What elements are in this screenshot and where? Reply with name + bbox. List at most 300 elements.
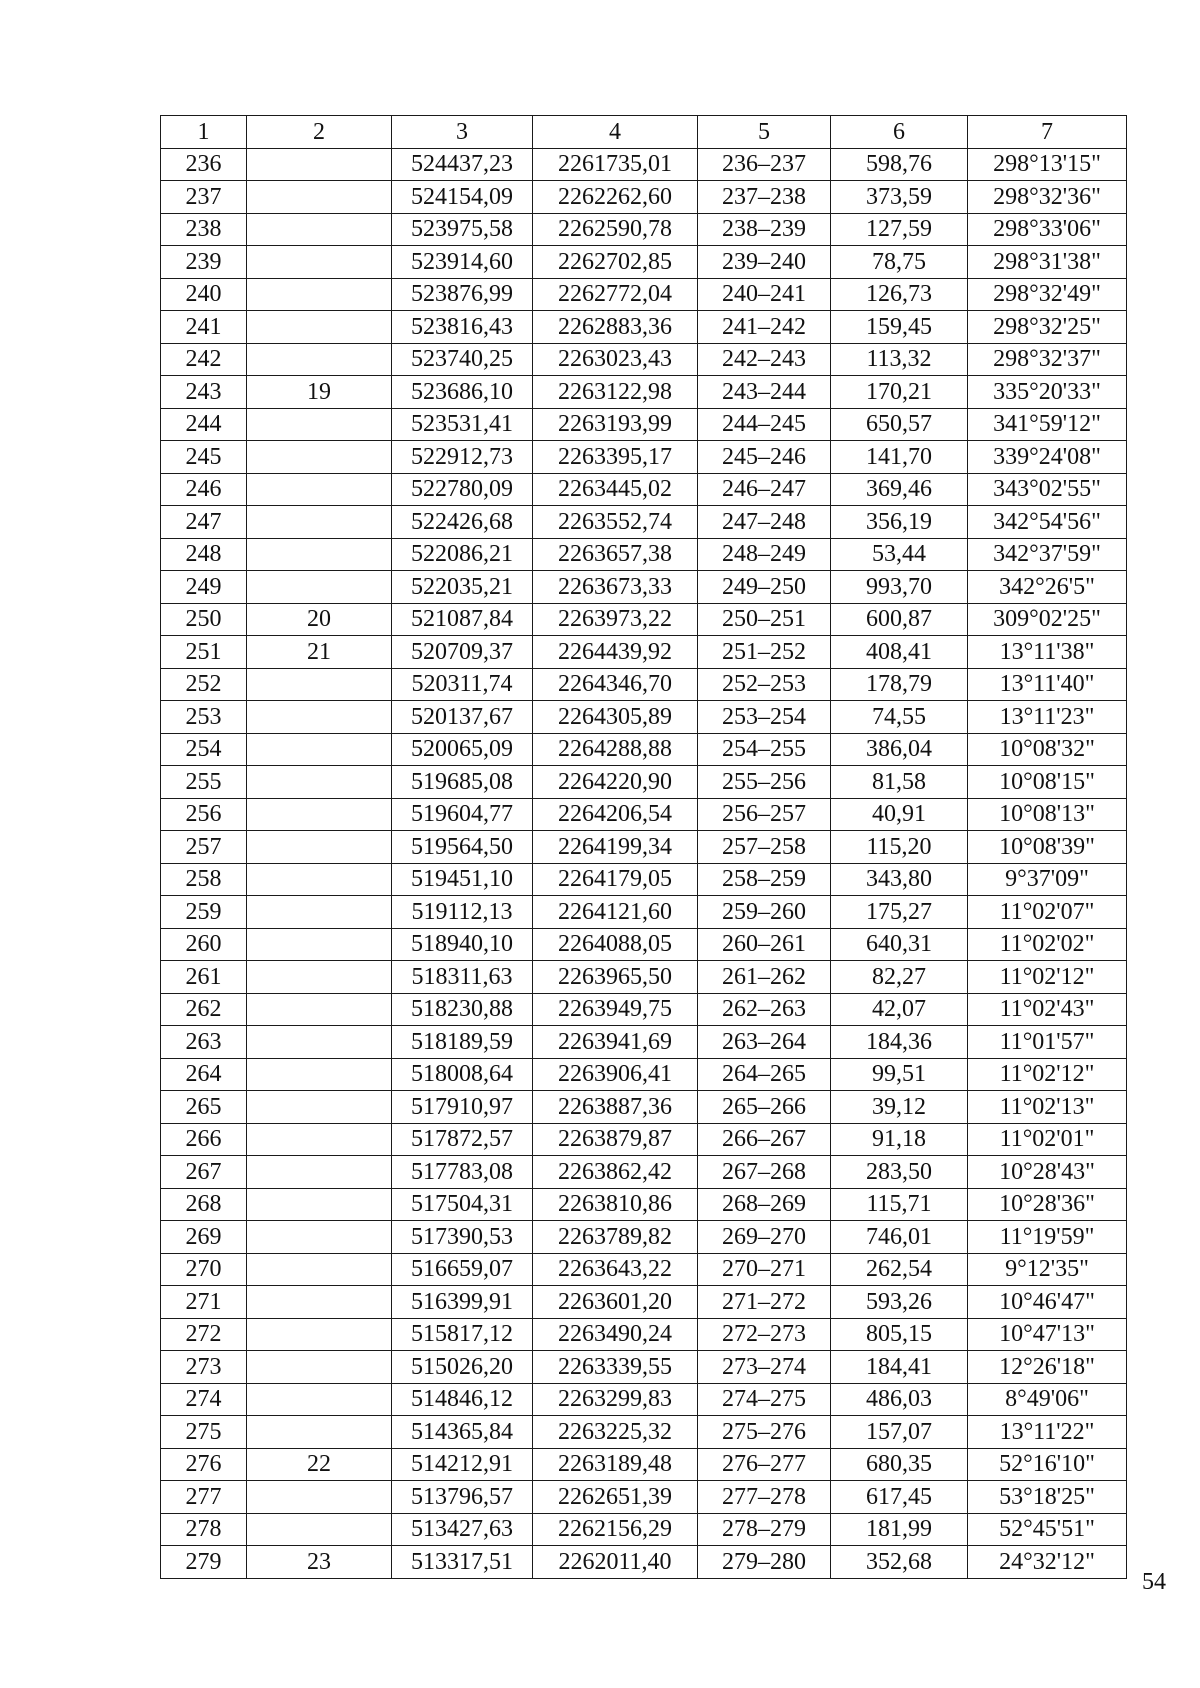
table-cell-col-3: 523876,99: [392, 278, 533, 311]
table-cell-col-5: 276–277: [698, 1448, 831, 1481]
table-cell-col-2: [247, 181, 392, 214]
table-cell-col-1: 246: [161, 473, 247, 506]
table-cell-col-7: 10°08'32": [968, 733, 1127, 766]
table-cell-col-6: 53,44: [831, 538, 968, 571]
table-cell-col-7: 343°02'55": [968, 473, 1127, 506]
column-header-6: 6: [831, 116, 968, 149]
table-cell-col-7: 335°20'33": [968, 376, 1127, 409]
table-cell-col-5: 262–263: [698, 993, 831, 1026]
table-cell-col-5: 260–261: [698, 928, 831, 961]
table-row: [161, 1253, 1127, 1286]
table-cell-col-4: 2264288,88: [533, 733, 698, 766]
table-cell-col-7: 11°19'59": [968, 1221, 1127, 1254]
table-cell-col-4: 2263601,20: [533, 1286, 698, 1319]
table-cell-col-3: 523531,41: [392, 408, 533, 441]
table-cell-col-5: 257–258: [698, 831, 831, 864]
table-cell-col-6: 170,21: [831, 376, 968, 409]
table-cell-col-3: 520311,74: [392, 668, 533, 701]
table-cell-col-6: 650,57: [831, 408, 968, 441]
table-cell-col-5: 267–268: [698, 1156, 831, 1189]
table-cell-col-6: 115,71: [831, 1188, 968, 1221]
table-cell-col-1: 255: [161, 766, 247, 799]
table-cell-col-2: [247, 733, 392, 766]
table-cell-col-4: 2263023,43: [533, 343, 698, 376]
table-cell-col-3: 518940,10: [392, 928, 533, 961]
table-cell-col-7: 53°18'25": [968, 1481, 1127, 1514]
table-cell-col-1: 245: [161, 441, 247, 474]
table-cell-col-6: 680,35: [831, 1448, 968, 1481]
table-cell-col-4: 2262883,36: [533, 311, 698, 344]
table-cell-col-5: 251–252: [698, 636, 831, 669]
table-cell-col-6: 42,07: [831, 993, 968, 1026]
table-cell-col-1: 248: [161, 538, 247, 571]
table-cell-col-4: 2263552,74: [533, 506, 698, 539]
table-row: [161, 506, 1127, 539]
table-cell-col-3: 523816,43: [392, 311, 533, 344]
table-cell-col-3: 522035,21: [392, 571, 533, 604]
table-cell-col-2: [247, 246, 392, 279]
table-cell-col-7: 11°02'01": [968, 1123, 1127, 1156]
table-cell-col-5: 266–267: [698, 1123, 831, 1156]
table-cell-col-2: [247, 1253, 392, 1286]
table-cell-col-5: 239–240: [698, 246, 831, 279]
table-cell-col-5: 269–270: [698, 1221, 831, 1254]
table-cell-col-4: 2263941,69: [533, 1026, 698, 1059]
table-row: [161, 1351, 1127, 1384]
table-row: [161, 538, 1127, 571]
table-cell-col-7: 309°02'25": [968, 603, 1127, 636]
table-cell-col-1: 278: [161, 1513, 247, 1546]
table-cell-col-1: 249: [161, 571, 247, 604]
table-cell-col-6: 175,27: [831, 896, 968, 929]
table-cell-col-6: 617,45: [831, 1481, 968, 1514]
table-row: [161, 1383, 1127, 1416]
table-cell-col-1: 252: [161, 668, 247, 701]
table-cell-col-2: [247, 1416, 392, 1449]
table-cell-col-5: 245–246: [698, 441, 831, 474]
table-cell-col-7: 11°02'12": [968, 961, 1127, 994]
table-cell-col-3: 522780,09: [392, 473, 533, 506]
table-cell-col-1: 250: [161, 603, 247, 636]
table-cell-col-7: 52°45'51": [968, 1513, 1127, 1546]
table-cell-col-1: 258: [161, 863, 247, 896]
column-header-5: 5: [698, 116, 831, 149]
table-cell-col-6: 746,01: [831, 1221, 968, 1254]
table-cell-col-7: 298°33'06": [968, 213, 1127, 246]
table-cell-col-4: 2262011,40: [533, 1546, 698, 1579]
table-cell-col-5: 274–275: [698, 1383, 831, 1416]
table-cell-col-4: 2263862,42: [533, 1156, 698, 1189]
table-cell-col-7: 10°08'15": [968, 766, 1127, 799]
table-cell-col-5: 265–266: [698, 1091, 831, 1124]
table-cell-col-6: 126,73: [831, 278, 968, 311]
table-cell-col-2: [247, 506, 392, 539]
table-cell-col-6: 640,31: [831, 928, 968, 961]
table-cell-col-6: 184,41: [831, 1351, 968, 1384]
table-row: [161, 343, 1127, 376]
table-cell-col-2: [247, 863, 392, 896]
table-cell-col-4: 2263949,75: [533, 993, 698, 1026]
table-cell-col-5: 238–239: [698, 213, 831, 246]
table-row: [161, 993, 1127, 1026]
table-cell-col-2: 19: [247, 376, 392, 409]
table-cell-col-6: 81,58: [831, 766, 968, 799]
table-cell-col-2: [247, 441, 392, 474]
table-cell-col-2: [247, 538, 392, 571]
table-cell-col-1: 277: [161, 1481, 247, 1514]
table-cell-col-4: 2263789,82: [533, 1221, 698, 1254]
table-cell-col-2: [247, 473, 392, 506]
table-cell-col-2: [247, 1286, 392, 1319]
table-cell-col-3: 523914,60: [392, 246, 533, 279]
table-cell-col-3: 517390,53: [392, 1221, 533, 1254]
table-cell-col-1: 236: [161, 148, 247, 181]
table-row: [161, 1416, 1127, 1449]
table-cell-col-3: 515026,20: [392, 1351, 533, 1384]
table-cell-col-5: 278–279: [698, 1513, 831, 1546]
table-cell-col-7: 9°37'09": [968, 863, 1127, 896]
table-cell-col-2: [247, 1188, 392, 1221]
table-cell-col-1: 238: [161, 213, 247, 246]
table-row: [161, 961, 1127, 994]
table-cell-col-5: 254–255: [698, 733, 831, 766]
table-cell-col-3: 516659,07: [392, 1253, 533, 1286]
table-cell-col-6: 141,70: [831, 441, 968, 474]
table-cell-col-6: 39,12: [831, 1091, 968, 1124]
table-cell-col-3: 522086,21: [392, 538, 533, 571]
table-header-row: [161, 116, 1127, 149]
table-cell-col-7: 10°47'13": [968, 1318, 1127, 1351]
table-cell-col-1: 264: [161, 1058, 247, 1091]
table-cell-col-7: 13°11'38": [968, 636, 1127, 669]
table-cell-col-2: [247, 1513, 392, 1546]
column-header-3: 3: [392, 116, 533, 149]
table-cell-col-7: 342°37'59": [968, 538, 1127, 571]
table-cell-col-1: 253: [161, 701, 247, 734]
table-cell-col-4: 2263657,38: [533, 538, 698, 571]
table-cell-col-5: 252–253: [698, 668, 831, 701]
table-cell-col-1: 237: [161, 181, 247, 214]
table-cell-col-4: 2263490,24: [533, 1318, 698, 1351]
table-cell-col-6: 408,41: [831, 636, 968, 669]
table-cell-col-6: 386,04: [831, 733, 968, 766]
table-cell-col-1: 257: [161, 831, 247, 864]
table-cell-col-4: 2261735,01: [533, 148, 698, 181]
table-cell-col-3: 513427,63: [392, 1513, 533, 1546]
table-cell-col-5: 258–259: [698, 863, 831, 896]
table-cell-col-4: 2263299,83: [533, 1383, 698, 1416]
table-cell-col-6: 82,27: [831, 961, 968, 994]
table-cell-col-4: 2263445,02: [533, 473, 698, 506]
table-cell-col-5: 277–278: [698, 1481, 831, 1514]
table-row: [161, 831, 1127, 864]
table-cell-col-3: 518230,88: [392, 993, 533, 1026]
table-cell-col-2: [247, 961, 392, 994]
table-row: [161, 1448, 1127, 1481]
table-cell-col-7: 298°13'15": [968, 148, 1127, 181]
table-cell-col-4: 2263810,86: [533, 1188, 698, 1221]
table-cell-col-2: [247, 1221, 392, 1254]
table-cell-col-1: 261: [161, 961, 247, 994]
table-row: [161, 1058, 1127, 1091]
table-cell-col-7: 298°32'25": [968, 311, 1127, 344]
table-cell-col-6: 598,76: [831, 148, 968, 181]
table-row: [161, 668, 1127, 701]
table-cell-col-3: 523975,58: [392, 213, 533, 246]
table-row: [161, 766, 1127, 799]
table-row: [161, 928, 1127, 961]
table-cell-col-3: 520709,37: [392, 636, 533, 669]
table-row: [161, 376, 1127, 409]
column-header-2: 2: [247, 116, 392, 149]
table-cell-col-3: 513317,51: [392, 1546, 533, 1579]
table-cell-col-5: 242–243: [698, 343, 831, 376]
table-cell-col-3: 514846,12: [392, 1383, 533, 1416]
table-cell-col-4: 2262590,78: [533, 213, 698, 246]
table-cell-col-3: 518008,64: [392, 1058, 533, 1091]
table-row: [161, 636, 1127, 669]
table-cell-col-6: 74,55: [831, 701, 968, 734]
table-cell-col-7: 10°08'39": [968, 831, 1127, 864]
table-cell-col-1: 244: [161, 408, 247, 441]
table-cell-col-2: [247, 343, 392, 376]
table-cell-col-7: 298°32'49": [968, 278, 1127, 311]
table-cell-col-6: 352,68: [831, 1546, 968, 1579]
table-row: [161, 1156, 1127, 1189]
table-cell-col-5: 264–265: [698, 1058, 831, 1091]
table-cell-col-2: 21: [247, 636, 392, 669]
table-cell-col-6: 157,07: [831, 1416, 968, 1449]
table-cell-col-4: 2263189,48: [533, 1448, 698, 1481]
table-cell-col-5: 237–238: [698, 181, 831, 214]
table-cell-col-2: [247, 766, 392, 799]
table-cell-col-2: [247, 1156, 392, 1189]
table-cell-col-3: 521087,84: [392, 603, 533, 636]
table-cell-col-7: 298°31'38": [968, 246, 1127, 279]
table-cell-col-2: [247, 1123, 392, 1156]
table-cell-col-7: 9°12'35": [968, 1253, 1127, 1286]
table-cell-col-7: 13°11'22": [968, 1416, 1127, 1449]
table-cell-col-1: 260: [161, 928, 247, 961]
table-cell-col-5: 247–248: [698, 506, 831, 539]
table-cell-col-4: 2264220,90: [533, 766, 698, 799]
table-cell-col-2: [247, 831, 392, 864]
table-cell-col-4: 2264121,60: [533, 896, 698, 929]
table-cell-col-4: 2263339,55: [533, 1351, 698, 1384]
table-cell-col-1: 263: [161, 1026, 247, 1059]
table-cell-col-3: 519451,10: [392, 863, 533, 896]
table-cell-col-4: 2262702,85: [533, 246, 698, 279]
table-cell-col-6: 184,36: [831, 1026, 968, 1059]
table-cell-col-2: 22: [247, 1448, 392, 1481]
table-cell-col-4: 2264346,70: [533, 668, 698, 701]
table-cell-col-4: 2263122,98: [533, 376, 698, 409]
table-cell-col-6: 78,75: [831, 246, 968, 279]
table-cell-col-3: 520137,67: [392, 701, 533, 734]
table-cell-col-1: 242: [161, 343, 247, 376]
table-cell-col-1: 276: [161, 1448, 247, 1481]
column-header-7: 7: [968, 116, 1127, 149]
table-cell-col-4: 2262262,60: [533, 181, 698, 214]
table-cell-col-7: 12°26'18": [968, 1351, 1127, 1384]
table-cell-col-3: 522912,73: [392, 441, 533, 474]
table-cell-col-5: 259–260: [698, 896, 831, 929]
table-row: [161, 148, 1127, 181]
table-cell-col-6: 373,59: [831, 181, 968, 214]
table-cell-col-4: 2263887,36: [533, 1091, 698, 1124]
table-cell-col-7: 11°02'02": [968, 928, 1127, 961]
table-cell-col-5: 253–254: [698, 701, 831, 734]
table-cell-col-3: 515817,12: [392, 1318, 533, 1351]
table-row: [161, 213, 1127, 246]
table-cell-col-3: 519112,13: [392, 896, 533, 929]
table-cell-col-2: [247, 311, 392, 344]
table-cell-col-7: 298°32'36": [968, 181, 1127, 214]
table-row: [161, 701, 1127, 734]
coordinates-table: [160, 115, 1127, 1579]
table-row: [161, 311, 1127, 344]
table-cell-col-4: 2262651,39: [533, 1481, 698, 1514]
table-cell-col-2: [247, 1383, 392, 1416]
table-row: [161, 863, 1127, 896]
table-cell-col-1: 239: [161, 246, 247, 279]
table-cell-col-4: 2263965,50: [533, 961, 698, 994]
table-cell-col-4: 2263395,17: [533, 441, 698, 474]
table-cell-col-6: 40,91: [831, 798, 968, 831]
table-cell-col-1: 256: [161, 798, 247, 831]
table-cell-col-7: 10°08'13": [968, 798, 1127, 831]
table-cell-col-2: [247, 1058, 392, 1091]
table-cell-col-1: 247: [161, 506, 247, 539]
table-row: [161, 798, 1127, 831]
table-cell-col-1: 275: [161, 1416, 247, 1449]
table-cell-col-6: 113,32: [831, 343, 968, 376]
table-cell-col-2: [247, 408, 392, 441]
table-cell-col-1: 267: [161, 1156, 247, 1189]
table-cell-col-3: 517872,57: [392, 1123, 533, 1156]
table-cell-col-3: 514365,84: [392, 1416, 533, 1449]
table-cell-col-2: [247, 1351, 392, 1384]
table-cell-col-5: 263–264: [698, 1026, 831, 1059]
table-cell-col-3: 522426,68: [392, 506, 533, 539]
table-row: [161, 896, 1127, 929]
table-cell-col-2: [247, 148, 392, 181]
table-cell-col-4: 2262156,29: [533, 1513, 698, 1546]
table-cell-col-1: 279: [161, 1546, 247, 1579]
table-cell-col-3: 519685,08: [392, 766, 533, 799]
table-cell-col-3: 518189,59: [392, 1026, 533, 1059]
table-cell-col-7: 10°28'36": [968, 1188, 1127, 1221]
table-cell-col-1: 269: [161, 1221, 247, 1254]
table-cell-col-3: 523686,10: [392, 376, 533, 409]
table-cell-col-5: 275–276: [698, 1416, 831, 1449]
table-cell-col-2: 20: [247, 603, 392, 636]
table-cell-col-5: 250–251: [698, 603, 831, 636]
table-cell-col-7: 11°02'43": [968, 993, 1127, 1026]
table-cell-col-6: 356,19: [831, 506, 968, 539]
table-cell-col-7: 52°16'10": [968, 1448, 1127, 1481]
column-header-4: 4: [533, 116, 698, 149]
table-cell-col-1: 254: [161, 733, 247, 766]
table-row: [161, 603, 1127, 636]
table-cell-col-5: 273–274: [698, 1351, 831, 1384]
table-cell-col-6: 486,03: [831, 1383, 968, 1416]
table-cell-col-1: 265: [161, 1091, 247, 1124]
table-cell-col-1: 240: [161, 278, 247, 311]
table-row: [161, 1481, 1127, 1514]
table-cell-col-6: 178,79: [831, 668, 968, 701]
table-cell-col-3: 514212,91: [392, 1448, 533, 1481]
table-cell-col-2: [247, 278, 392, 311]
table-cell-col-4: 2263643,22: [533, 1253, 698, 1286]
table-row: [161, 278, 1127, 311]
table-row: [161, 1091, 1127, 1124]
table-cell-col-4: 2263193,99: [533, 408, 698, 441]
table-cell-col-3: 516399,91: [392, 1286, 533, 1319]
table-cell-col-7: 10°46'47": [968, 1286, 1127, 1319]
table-cell-col-7: 339°24'08": [968, 441, 1127, 474]
table-cell-col-2: [247, 571, 392, 604]
table-cell-col-5: 271–272: [698, 1286, 831, 1319]
table-cell-col-1: 271: [161, 1286, 247, 1319]
table-body: [161, 116, 1127, 1579]
table-cell-col-1: 272: [161, 1318, 247, 1351]
table-cell-col-5: 241–242: [698, 311, 831, 344]
table-cell-col-4: 2264088,05: [533, 928, 698, 961]
table-cell-col-3: 517504,31: [392, 1188, 533, 1221]
table-cell-col-5: 268–269: [698, 1188, 831, 1221]
table-row: [161, 181, 1127, 214]
column-header-1: 1: [161, 116, 247, 149]
table-cell-col-4: 2264305,89: [533, 701, 698, 734]
table-cell-col-4: 2264206,54: [533, 798, 698, 831]
table-cell-col-2: [247, 1318, 392, 1351]
table-cell-col-3: 517910,97: [392, 1091, 533, 1124]
table-row: [161, 441, 1127, 474]
table-cell-col-7: 342°26'5": [968, 571, 1127, 604]
table-row: [161, 1188, 1127, 1221]
table-cell-col-6: 369,46: [831, 473, 968, 506]
table-cell-col-4: 2263906,41: [533, 1058, 698, 1091]
table-cell-col-1: 243: [161, 376, 247, 409]
table-cell-col-4: 2264199,34: [533, 831, 698, 864]
table-cell-col-1: 273: [161, 1351, 247, 1384]
table-cell-col-7: 11°01'57": [968, 1026, 1127, 1059]
table-row: [161, 1221, 1127, 1254]
table-row: [161, 1318, 1127, 1351]
table-row: [161, 1546, 1127, 1579]
table-cell-col-5: 279–280: [698, 1546, 831, 1579]
table-cell-col-3: 524437,23: [392, 148, 533, 181]
table-cell-col-4: 2263225,32: [533, 1416, 698, 1449]
table-cell-col-7: 11°02'12": [968, 1058, 1127, 1091]
table-cell-col-1: 270: [161, 1253, 247, 1286]
table-cell-col-2: [247, 1026, 392, 1059]
table-cell-col-7: 342°54'56": [968, 506, 1127, 539]
table-row: [161, 408, 1127, 441]
table-cell-col-4: 2263879,87: [533, 1123, 698, 1156]
table-cell-col-6: 993,70: [831, 571, 968, 604]
table-cell-col-6: 262,54: [831, 1253, 968, 1286]
table-cell-col-1: 259: [161, 896, 247, 929]
table-cell-col-5: 240–241: [698, 278, 831, 311]
table-cell-col-2: [247, 1091, 392, 1124]
table-cell-col-7: 10°28'43": [968, 1156, 1127, 1189]
table-cell-col-6: 91,18: [831, 1123, 968, 1156]
table-cell-col-1: 274: [161, 1383, 247, 1416]
table-row: [161, 473, 1127, 506]
table-cell-col-4: 2263673,33: [533, 571, 698, 604]
